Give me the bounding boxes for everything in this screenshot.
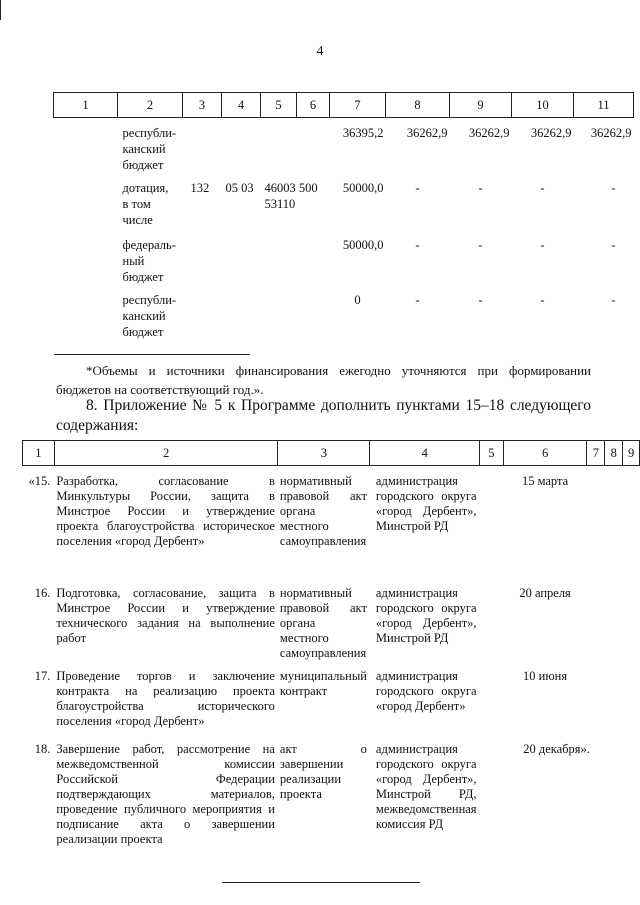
amendment-paragraph: 8. Приложение № 5 к Программе дополнить пунктами 15–18 следующего содержания:	[56, 397, 591, 434]
row-number: 18.	[34, 741, 51, 756]
amount-cell: 0	[354, 292, 361, 307]
margin-mark	[0, 0, 1, 20]
header-cell: 3	[183, 93, 222, 118]
table-row	[23, 580, 640, 661]
event-cell: Завершение работ, рассмотрение на межведомственной комиссии Российской Федерации подтверждающих материалов, проведение публичного мероприятия и подписание акта о завершении реализации проекта	[56, 741, 275, 846]
header-cell: 3	[278, 441, 370, 466]
funding-source: федераль- ный бюджет	[122, 237, 176, 284]
header-cell: 9	[450, 93, 512, 118]
table-row	[54, 287, 634, 343]
event-cell: Проведение торгов и заключение контракта на реализацию проекта благоустройства исторического поселения «город Дербент»	[56, 668, 275, 728]
amount-cell: 50000,0	[342, 180, 384, 195]
table-row	[23, 734, 640, 847]
amount-cell: 50000,0	[342, 237, 384, 252]
funding-table	[53, 92, 634, 343]
amount-cell: -	[478, 237, 483, 252]
deadline-cell: 10 июня	[523, 668, 568, 683]
amount-cell: 36395,2	[342, 126, 384, 140]
amount-cell: -	[415, 292, 420, 307]
table-row	[54, 118, 634, 175]
header-cell: 4	[222, 93, 261, 118]
document-cell: нормативный правовой акт органа местного самоуправления	[279, 585, 367, 660]
header-cell: 8	[386, 93, 450, 118]
deadline-cell: 20 декабря».	[523, 741, 590, 756]
table-row	[54, 175, 634, 231]
page-number: 4	[316, 44, 324, 59]
executor-cell: администрация городского округа «город Дербент»	[375, 668, 477, 713]
funding-source: дотация, в том числе	[122, 180, 169, 227]
document-cell: муниципальный контракт	[279, 668, 367, 698]
funding-source: республи- канский бюджет	[122, 292, 177, 339]
amount-cell: -	[611, 237, 616, 252]
executor-cell: администрация городского округа «город Дербент», Минстрой РД	[375, 585, 477, 645]
header-cell: 4	[370, 441, 480, 466]
header-cell: 5	[480, 441, 504, 466]
amount-cell: -	[540, 180, 545, 195]
header-cell: 1	[23, 441, 55, 466]
amount-cell: -	[611, 180, 616, 195]
code-cell: 132	[190, 180, 210, 195]
header-cell: 10	[512, 93, 574, 118]
deadline-cell: 20 апреля	[519, 585, 571, 600]
table-row	[23, 661, 640, 734]
header-cell: 6	[503, 441, 587, 466]
amount-cell: -	[540, 292, 545, 307]
measures-table-header	[23, 441, 640, 466]
row-number: 16.	[34, 585, 51, 600]
header-cell: 1	[54, 93, 118, 118]
table-row	[54, 231, 634, 287]
event-cell: Подготовка, согласование, защита в Минстрое России и утверждение технического задания на выполнение работ	[56, 585, 275, 645]
amount-cell: 36262,9	[406, 126, 448, 140]
measures-table	[22, 440, 640, 847]
header-cell: 2	[118, 93, 183, 118]
header-cell: 11	[574, 93, 634, 118]
amount-cell: -	[478, 292, 483, 307]
amount-cell: 36262,9	[590, 126, 632, 140]
header-cell: 8	[605, 441, 623, 466]
header-cell: 7	[330, 93, 386, 118]
document-cell: нормативный правовой акт органа местного самоуправления	[279, 474, 367, 548]
code-cell: 05 03	[225, 180, 254, 195]
amount-cell: 36262,9	[530, 126, 572, 140]
amount-cell: -	[611, 292, 616, 307]
header-cell: 7	[587, 441, 605, 466]
amount-cell: -	[540, 237, 545, 252]
deadline-cell: 15 марта	[521, 474, 569, 488]
amount-cell: -	[415, 180, 420, 195]
header-cell: 5	[261, 93, 297, 118]
document-cell: акт о завершении реализации проекта	[279, 741, 367, 801]
table-row	[23, 466, 640, 580]
row-number: 17.	[34, 668, 51, 683]
amount-cell: 36262,9	[468, 126, 510, 140]
funding-source: республи- канский бюджет	[122, 126, 177, 172]
row-number: «15.	[28, 474, 51, 488]
footnote: *Объемы и источники финансирования ежегодно уточняются при формировании бюджетов на соответствующий год.».	[56, 363, 591, 397]
footnote-separator	[54, 354, 250, 355]
funding-table-header	[54, 93, 634, 118]
event-cell: Разработка, согласование в Минкультуры России, защита в Минстрое России и утверждение проекта благоустройства историческое поселения «город Дербент»	[56, 474, 275, 548]
end-separator	[222, 882, 420, 883]
header-cell: 9	[623, 441, 640, 466]
header-cell: 2	[54, 441, 278, 466]
executor-cell: администрация городского округа «город Дербент», Минстрой РД	[375, 474, 477, 533]
amount-cell: -	[478, 180, 483, 195]
amount-cell: -	[415, 237, 420, 252]
code-cell: 46003 500 53110	[264, 180, 318, 211]
header-cell: 6	[297, 93, 330, 118]
executor-cell: администрация городского округа «город Дербент», Минстрой РД, межведомственная комиссия РД	[375, 741, 477, 831]
